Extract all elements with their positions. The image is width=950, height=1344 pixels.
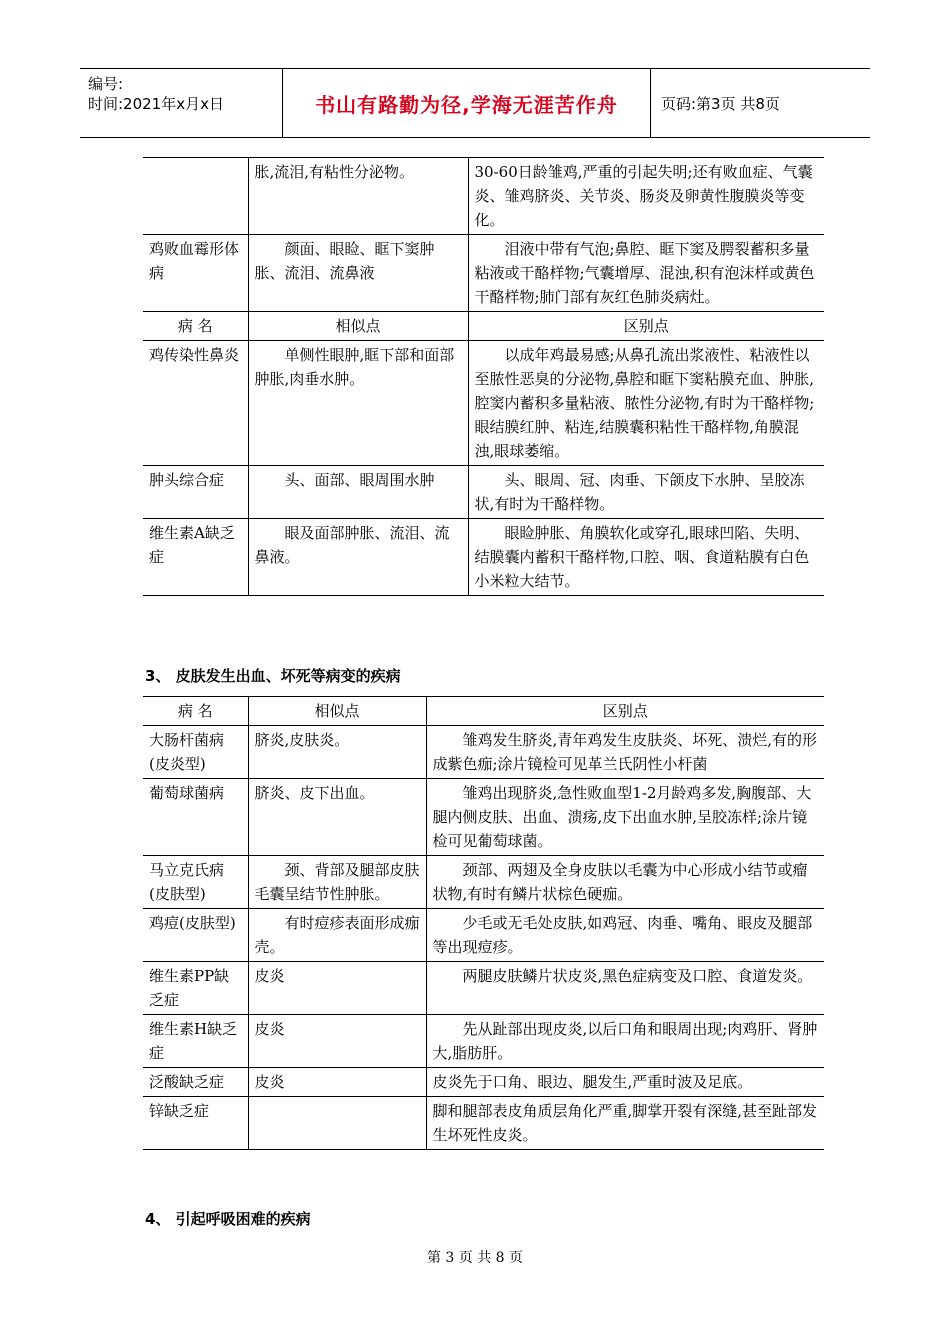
- cell-diff: 头、眼周、冠、肉垂、下颌皮下水肿、呈胶冻状,有时为干酪样物。: [468, 466, 824, 519]
- cell-diff: 眼睑肿胀、角膜软化或穿孔,眼球凹陷、失明、结膜囊内蓄积干酪样物,口腔、咽、食道粘膜有白色小米粒大结节。: [468, 519, 824, 596]
- cell-diff: 雏鸡发生脐炎,青年鸡发生皮肤炎、坏死、溃烂,有的形成紫色痂;涂片镜检可见革兰氏阴性小杆菌: [426, 726, 824, 779]
- table-row: [143, 235, 824, 312]
- cell-similar: [248, 1097, 426, 1150]
- table-row: [143, 1015, 824, 1068]
- cell-name: 鸡痘(皮肤型): [143, 909, 248, 962]
- time-label: 时间:2021年x月x日: [88, 95, 224, 113]
- cell-similar: 皮炎: [248, 1015, 426, 1068]
- cell-diff: 两腿皮肤鳞片状皮炎,黑色症病变及口腔、食道发炎。: [426, 962, 824, 1015]
- table-row: [143, 779, 824, 856]
- table-row: [143, 1068, 824, 1097]
- header-motto-cell: [283, 69, 651, 137]
- page-footer: 第 3 页 共 8 页: [426, 1250, 524, 1266]
- number-label: 编号:: [88, 75, 124, 93]
- cell-name: 鸡败血霉形体病: [143, 235, 248, 312]
- header-name: 病 名: [143, 312, 248, 341]
- header-similar: 相似点: [248, 312, 468, 341]
- table-header-row: [143, 312, 824, 341]
- cell-name: 维生素PP缺乏症: [143, 962, 248, 1015]
- cell-name: 马立克氏病(皮肤型): [143, 856, 248, 909]
- cell-name: 锌缺乏症: [143, 1097, 248, 1150]
- cell-name: 肿头综合症: [143, 466, 248, 519]
- page-header: [80, 68, 870, 138]
- cell-name: 泛酸缺乏症: [143, 1068, 248, 1097]
- cell-similar: 脐炎、皮下出血。: [248, 779, 426, 856]
- cell-diff: 泪液中带有气泡;鼻腔、眶下窦及腭裂蓄积多量粘液或干酪样物;气囊增厚、混浊,积有泡沫样或黄色干酪样物;肺门部有灰红色肺炎病灶。: [468, 235, 824, 312]
- cell-similar: 胀,流泪,有粘性分泌物。: [248, 158, 468, 235]
- table-row: [143, 158, 824, 235]
- table-header-row: [143, 697, 824, 726]
- header-similar: 相似点: [248, 697, 426, 726]
- header-page-cell: [651, 69, 870, 137]
- header-diff: 区别点: [426, 697, 824, 726]
- cell-diff: 先从趾部出现皮炎,以后口角和眼周出现;肉鸡肝、肾肿大,脂肪肝。: [426, 1015, 824, 1068]
- table-eye-swelling: [143, 157, 824, 596]
- cell-diff: 少毛或无毛处皮肤,如鸡冠、肉垂、嘴角、眼皮及腿部等出现痘疹。: [426, 909, 824, 962]
- cell-name: 维生素A缺乏症: [143, 519, 248, 596]
- section-3-heading: 3、 皮肤发生出血、坏死等病变的疾病: [145, 667, 401, 685]
- cell-diff: 颈部、两翅及全身皮肤以毛囊为中心形成小结节或瘤状物,有时有鳞片状棕色硬痂。: [426, 856, 824, 909]
- cell-name: [143, 158, 248, 235]
- cell-similar: 颜面、眼睑、眶下窦肿胀、流泪、流鼻液: [248, 235, 468, 312]
- cell-similar: 有时痘疹表面形成痂壳。: [248, 909, 426, 962]
- cell-similar: 皮炎: [248, 1068, 426, 1097]
- cell-diff: 雏鸡出现脐炎,急性败血型1-2月龄鸡多发,胸腹部、大腿内侧皮肤、出血、溃疡,皮下出血水肿,呈胶冻样;涂片镜检可见葡萄球菌。: [426, 779, 824, 856]
- table-row: [143, 726, 824, 779]
- table-row: [143, 466, 824, 519]
- cell-diff: 脚和腿部表皮角质层角化严重,脚掌开裂有深缝,甚至趾部发生坏死性皮炎。: [426, 1097, 824, 1150]
- cell-similar: 单侧性眼肿,眶下部和面部肿胀,肉垂水肿。: [248, 341, 468, 466]
- header-meta-cell: [80, 69, 283, 137]
- header-diff: 区别点: [468, 312, 824, 341]
- section-4-heading: 4、 引起呼吸困难的疾病: [145, 1210, 311, 1228]
- motto: 书山有路勤为径,学海无涯苦作舟: [315, 93, 618, 117]
- cell-name: 鸡传染性鼻炎: [143, 341, 248, 466]
- table-row: [143, 856, 824, 909]
- cell-similar: 脐炎,皮肤炎。: [248, 726, 426, 779]
- cell-diff: 以成年鸡最易感;从鼻孔流出浆液性、粘液性以至脓性恶臭的分泌物,鼻腔和眶下窦粘膜充血、肿胀,腔窦内蓄积多量粘液、脓性分泌物,有时为干酪样物;眼结膜红肿、粘连,结膜囊积粘性干酪样物,角膜混浊,眼球萎缩。: [468, 341, 824, 466]
- cell-similar: 颈、背部及腿部皮肤毛囊呈结节性肿胀。: [248, 856, 426, 909]
- cell-name: 葡萄球菌病: [143, 779, 248, 856]
- cell-name: 大肠杆菌病(皮炎型): [143, 726, 248, 779]
- table-row: [143, 909, 824, 962]
- table-skin-lesions: [143, 696, 824, 1150]
- cell-diff: 30-60日龄雏鸡,严重的引起失明;还有败血症、气囊炎、雏鸡脐炎、关节炎、肠炎及卵黄性腹膜炎等变化。: [468, 158, 824, 235]
- table-row: [143, 962, 824, 1015]
- page-label: 页码:第3页 共8页: [661, 95, 780, 113]
- cell-diff: 皮炎先于口角、眼边、腿发生,严重时波及足底。: [426, 1068, 824, 1097]
- header-name: 病 名: [143, 697, 248, 726]
- table-row: [143, 519, 824, 596]
- table-row: [143, 341, 824, 466]
- cell-name: 维生素H缺乏症: [143, 1015, 248, 1068]
- cell-similar: 眼及面部肿胀、流泪、流鼻液。: [248, 519, 468, 596]
- cell-similar: 头、面部、眼周围水肿: [248, 466, 468, 519]
- cell-similar: 皮炎: [248, 962, 426, 1015]
- table-row: [143, 1097, 824, 1150]
